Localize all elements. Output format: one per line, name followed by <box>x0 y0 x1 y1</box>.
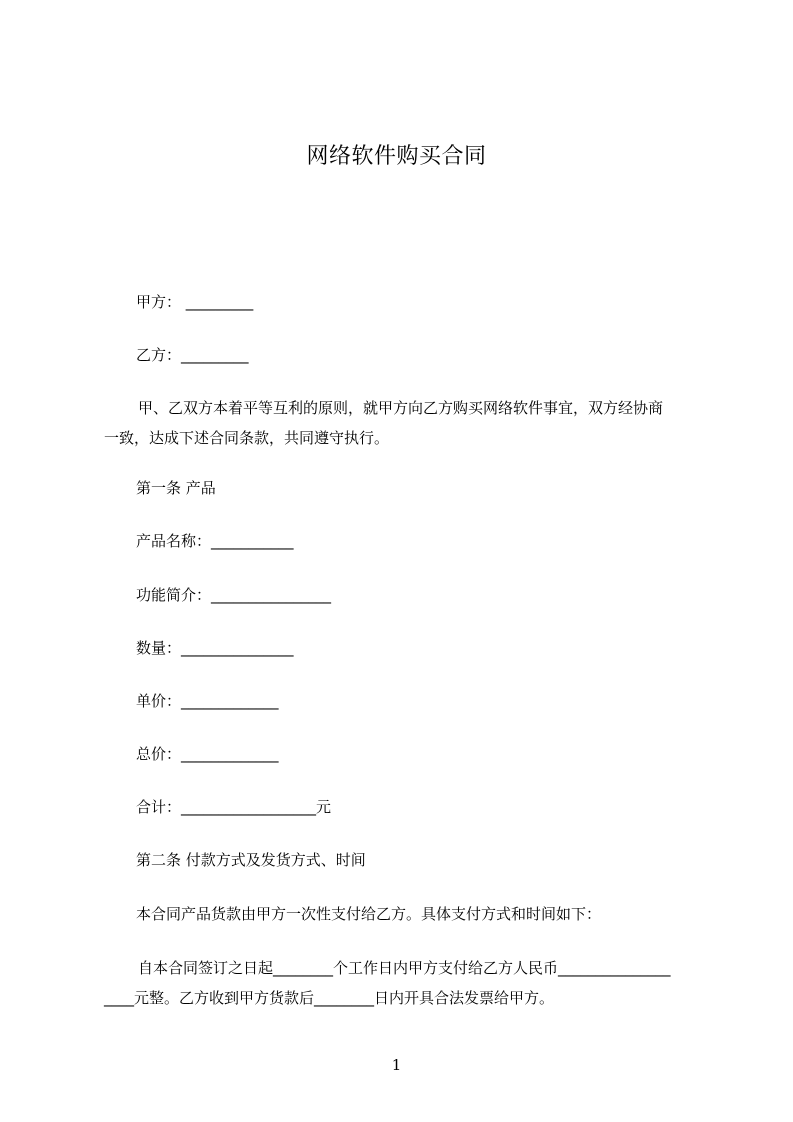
preamble-line-1: 甲、乙双方本着平等互利的原则，就甲方向乙方购买网络软件事宜，双方经协商 <box>138 399 664 417</box>
quantity-line: 数量：_______________ <box>136 639 294 657</box>
product-name-line: 产品名称：___________ <box>136 532 294 550</box>
document-title: 网络软件购买合同 <box>306 144 487 169</box>
party-a-line: 甲方： _________ <box>136 293 254 311</box>
function-intro-line: 功能简介：________________ <box>136 586 332 604</box>
payment-paragraph <box>104 958 704 1008</box>
page-number: 1 <box>391 1056 402 1074</box>
sum-line: 合计：__________________元 <box>136 798 332 816</box>
article-1-heading: 第一条 产品 <box>136 479 216 497</box>
unit-price-line: 单价：_____________ <box>136 692 279 710</box>
article-2-heading: 第二条 付款方式及发货方式、时间 <box>136 851 366 869</box>
payment-line-2: ____元整。乙方收到甲方货款后________日内开具合法发票给甲方。 <box>104 989 555 1007</box>
payment-line-1: 自本合同签订之日起________个工作日内甲方支付给乙方人民币_______________ <box>138 959 671 977</box>
payment-intro-line: 本合同产品货款由甲方一次性支付给乙方。具体支付方式和时间如下： <box>136 905 602 923</box>
preamble-line-2: 一致，达成下述合同条款，共同遵守执行。 <box>104 429 390 447</box>
preamble-paragraph <box>104 398 704 448</box>
party-b-line: 乙方：_________ <box>136 346 249 364</box>
total-price-line: 总价：_____________ <box>136 745 279 763</box>
